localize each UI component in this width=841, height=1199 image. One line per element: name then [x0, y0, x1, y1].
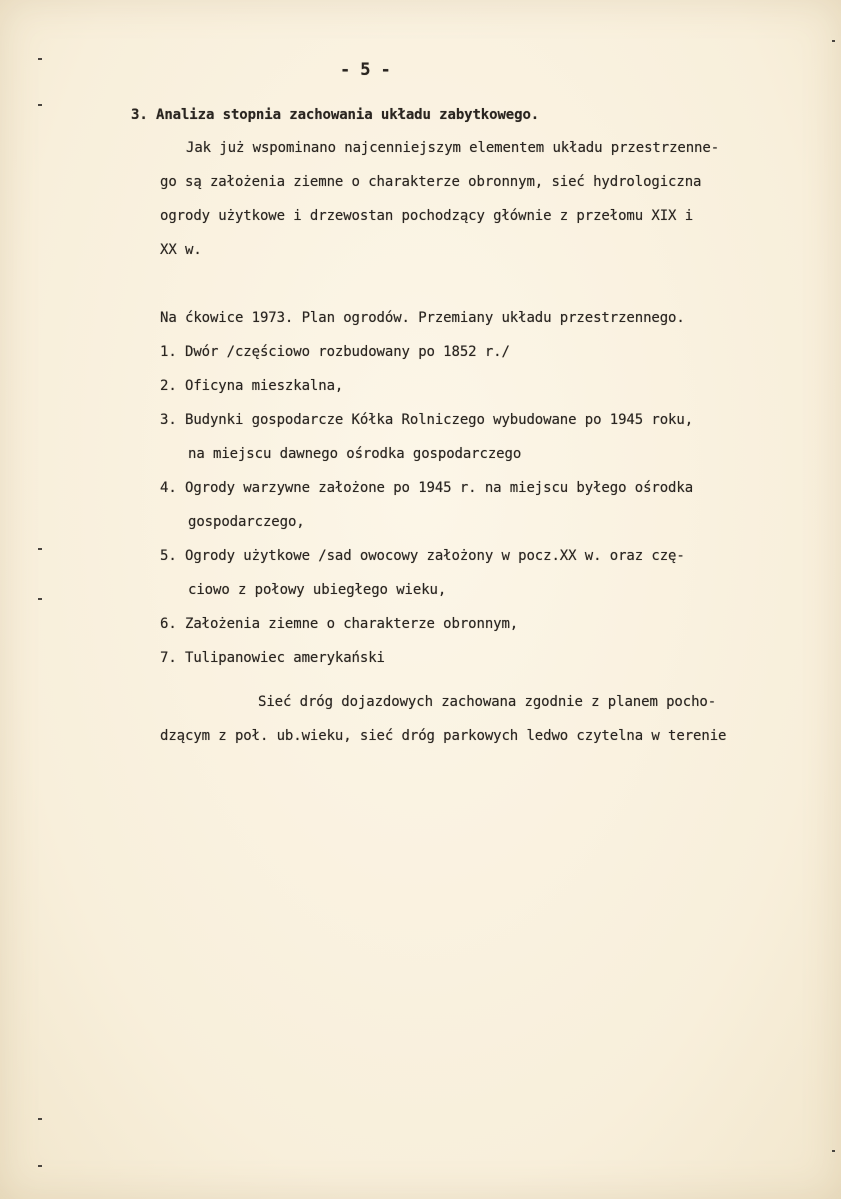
margin-mark	[38, 104, 42, 106]
list-item: 4. Ogrody warzywne założone po 1945 r. na miejscu byłego ośrodka	[160, 480, 694, 496]
margin-mark	[38, 58, 42, 60]
margin-mark	[832, 40, 835, 42]
list-item-continuation: na miejscu dawnego ośrodka gospodarczego	[188, 446, 522, 462]
section-heading: 3. Analiza stopnia zachowania układu zabytkowego.	[131, 107, 540, 123]
paragraph-line: ogrody użytkowe i drzewostan pochodzący głównie z przełomu XIX i	[160, 208, 694, 224]
paragraph-line: Sieć dróg dojazdowych zachowana zgodnie z planem pocho-	[258, 694, 717, 710]
list-item: 6. Założenia ziemne o charakterze obronnym,	[160, 616, 519, 632]
paragraph-line: Jak już wspominano najcenniejszym elementem układu przestrzenne-	[186, 140, 720, 156]
paragraph-line: XX w.	[160, 242, 202, 258]
page-number: - 5 -	[340, 60, 391, 80]
list-item: 5. Ogrody użytkowe /sad owocowy założony w pocz.XX w. oraz czę-	[160, 548, 685, 564]
margin-mark	[832, 1150, 835, 1152]
margin-mark	[38, 1165, 42, 1167]
paragraph-line: dzącym z poł. ub.wieku, sieć dróg parkowych ledwo czytelna w terenie	[160, 728, 727, 744]
list-item: 7. Tulipanowiec amerykański	[160, 650, 385, 666]
paragraph-line: go są założenia ziemne o charakterze obronnym, sieć hydrologiczna	[160, 174, 702, 190]
list-item: 2. Oficyna mieszkalna,	[160, 378, 344, 394]
margin-mark	[38, 548, 42, 550]
plan-title: Na ćkowice 1973. Plan ogrodów. Przemiany układu przestrzennego.	[160, 310, 685, 326]
margin-mark	[38, 598, 42, 600]
margin-mark	[38, 1118, 42, 1120]
list-item: 1. Dwór /częściowo rozbudowany po 1852 r./	[160, 344, 510, 360]
list-item: 3. Budynki gospodarcze Kółka Rolniczego wybudowane po 1945 roku,	[160, 412, 694, 428]
list-item-continuation: gospodarczego,	[188, 514, 305, 530]
list-item-continuation: ciowo z połowy ubiegłego wieku,	[188, 582, 447, 598]
